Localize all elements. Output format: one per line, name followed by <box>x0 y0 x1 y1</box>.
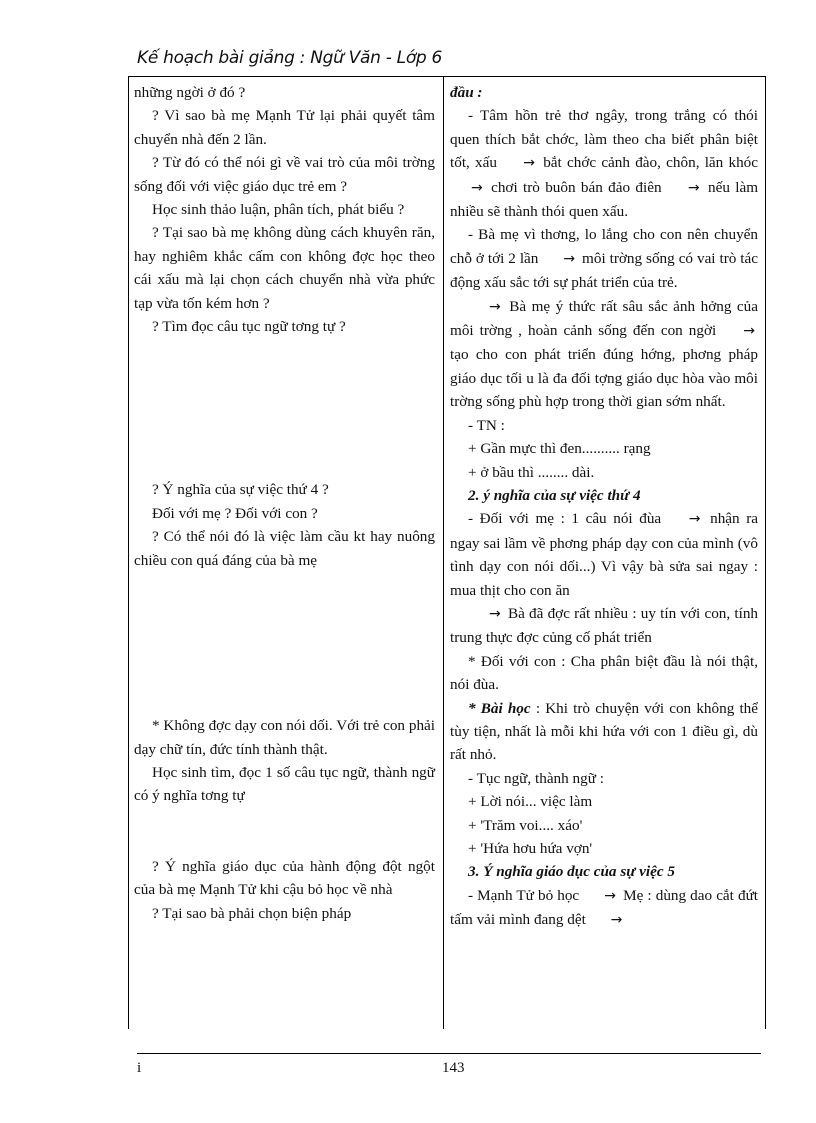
page-header-title: Kế hoạch bài giảng : Ngữ Văn - Lớp 6 <box>137 48 443 68</box>
page-number: 143 <box>442 1060 465 1076</box>
right-text: bắt chớc cảnh đào, chôn, lăn khóc <box>543 154 759 172</box>
right-text: - TN : <box>468 416 505 434</box>
right-text: + 'Trăm voi.... xáo' <box>468 816 583 834</box>
arrow-icon: → <box>610 912 623 929</box>
right-text: - Mạnh Tử bỏ học <box>468 886 580 904</box>
arrow-icon: → <box>489 605 501 622</box>
right-paragraph <box>450 295 758 414</box>
right-text: Bà mẹ ý thức rất sâu sắc ảnh hởng của môi trờng , hoàn cảnh sống đến con ngời <box>450 297 758 340</box>
left-instruction: Học sinh thảo luận, phân tích, phát biểu ? <box>152 201 405 219</box>
right-text: - Tâm hồn trẻ thơ ngây, trong trắng có thói quen thích bắt chớc, làm theo cha biết phân biệt tốt, xấu <box>450 107 758 172</box>
right-text: chơi trò buôn bán đảo điên <box>491 178 662 196</box>
right-paragraph <box>450 602 758 650</box>
arrow-icon: → <box>563 250 576 267</box>
right-paragraph <box>450 507 758 602</box>
right-text: : Khi trò chuyện với con không thể tùy tiện, nhất là mỗi khi hứa với con 1 điều gì, dù rất nhỏ. <box>450 699 759 764</box>
right-text: + Gần mực thì đen.......... rạng <box>468 440 651 458</box>
left-text: những ngời ở đó ? <box>134 84 246 101</box>
arrow-icon: → <box>604 887 616 904</box>
right-text: Mẹ : dùng dao cắt đứt tấm vải mình đang dệt <box>450 886 759 929</box>
right-text: Bà đã đợc rất nhiều : uy tín với con, tính trung thực đợc củng cố phát triển <box>450 604 759 647</box>
right-text: nếu làm nhiều sẽ thành thói quen xấu. <box>450 178 759 221</box>
left-question: ? Tại sao bà mẹ không dùng cách khuyên răn, hay nghiêm khắc cấm con không đợc học theo cái xấu mà lại chọn cách chuyển nhà vừa phức tạp vừa tốn kém hơn ? <box>134 224 435 312</box>
right-text: + 'Hứa hơu hứa vợn' <box>468 840 593 857</box>
left-question: Đối với mẹ ? Đối với con ? <box>152 504 318 522</box>
right-paragraph <box>450 104 758 223</box>
left-question: ? Tìm đọc câu tục ngữ tơng tự ? <box>152 318 346 336</box>
section-heading: 2. ý nghĩa của sự việc thứ 4 <box>468 486 641 504</box>
lesson-label: * Bài học <box>468 699 531 717</box>
left-question: ? Tại sao bà phải chọn biện pháp <box>152 904 352 922</box>
left-column <box>134 81 435 925</box>
arrow-icon: → <box>743 323 756 340</box>
arrow-icon: → <box>688 511 701 528</box>
footer-mark: i <box>137 1060 142 1076</box>
left-question: ? Có thể nói đó là việc làm cầu kt hay nuông chiều con quá đáng của bà mẹ <box>134 528 435 569</box>
right-paragraph <box>450 697 758 767</box>
right-text: - Bà mẹ vì thơng, lo lắng cho con nên chuyển chỗ ở tới 2 lần <box>450 226 758 267</box>
right-text: * Đối với con : Cha phân biệt đầu là nói thật, nói đùa. <box>450 652 758 694</box>
arrow-icon: → <box>471 179 483 196</box>
right-text: + Lời nói... việc làm <box>468 793 593 811</box>
left-question: ? Vì sao bà mẹ Mạnh Tử lại phải quyết tâm chuyển nhà đến 2 lần. <box>134 107 435 148</box>
left-instruction: Học sinh tìm, đọc 1 số câu tục ngữ, thành ngữ có ý nghĩa tơng tự <box>134 763 435 805</box>
left-note: * Không đợc dạy con nói dối. Với trẻ con phải dạy chữ tín, đức tính thành thật. <box>134 717 435 758</box>
lesson-table <box>128 76 766 1029</box>
right-text: đầu : <box>450 84 483 101</box>
section-heading: 3. Ý nghĩa giáo dục của sự việc 5 <box>468 863 675 881</box>
left-question: ? Ý nghĩa của sự việc thứ 4 ? <box>152 481 329 499</box>
right-paragraph <box>450 884 758 933</box>
left-question: ? Ý nghĩa giáo dục của hành động đột ngột của bà mẹ Mạnh Tử khi cậu bỏ học về nhà <box>134 857 435 899</box>
right-text: tạo cho con phát triển đúng hớng, phơng pháp giáo dục tối u là đa đối tợng giáo dục hòa vào môi trờng sống phù hợp trong thời gian sớm nhất. <box>450 346 758 411</box>
arrow-icon: → <box>489 298 501 315</box>
arrow-icon: → <box>687 179 700 196</box>
right-text: nhận ra ngay sai lầm về phơng pháp dạy con của mình (vô tình dạy con nói dối...) Vì vậy bà sửa sai ngay : mua thịt cho con ăn <box>450 510 759 599</box>
right-column <box>450 81 758 933</box>
footer-rule <box>137 1053 761 1054</box>
left-question: ? Từ đó có thể nói gì về vai trò của môi trờng sống đối với việc giáo dục trẻ em ? <box>134 154 435 195</box>
right-text: môi trờng sống có vai trò tác động xấu sắc tới sự phát triển của trẻ. <box>450 249 759 292</box>
column-divider <box>443 77 444 1029</box>
right-text: + ở bầu thì ........ dài. <box>468 463 595 481</box>
right-paragraph <box>450 223 758 294</box>
right-text: - Đối với mẹ : 1 câu nói đùa <box>468 510 662 528</box>
arrow-icon: → <box>523 155 535 172</box>
right-text: - Tục ngữ, thành ngữ : <box>468 769 604 787</box>
